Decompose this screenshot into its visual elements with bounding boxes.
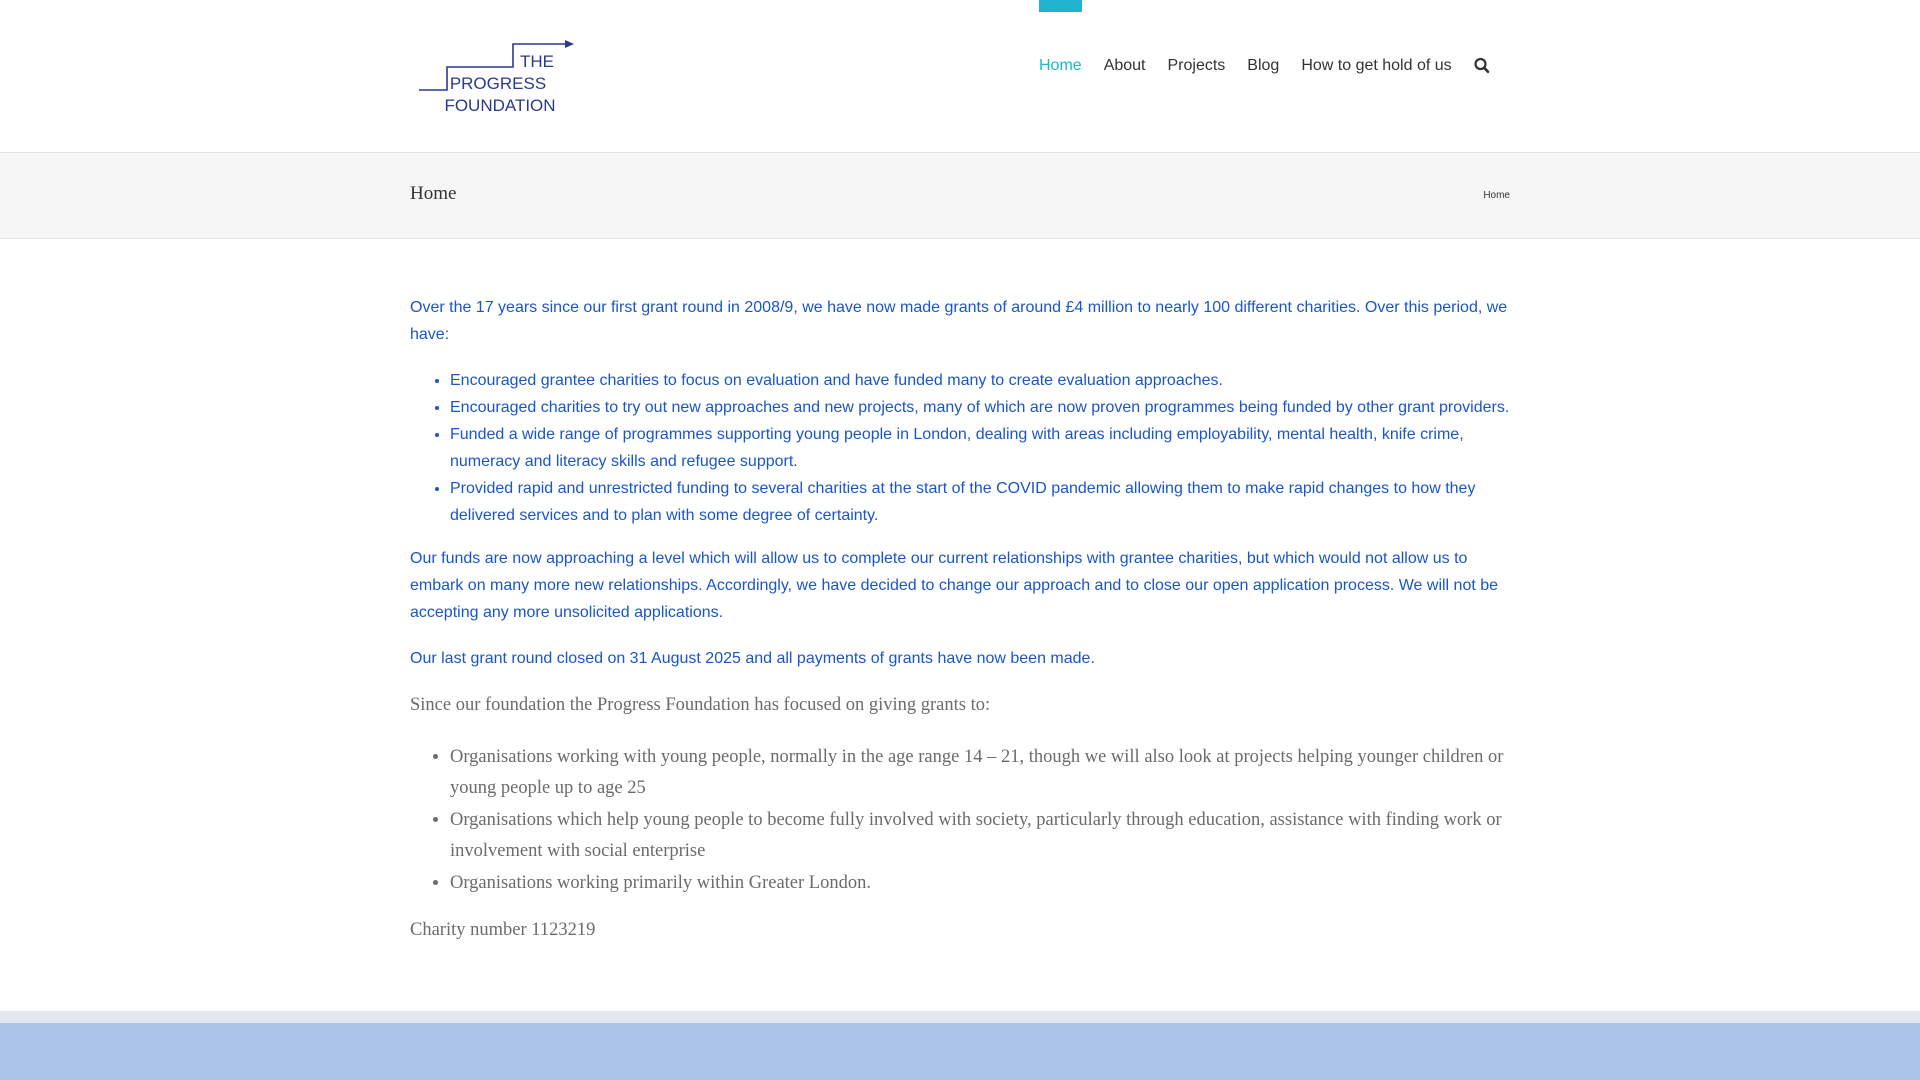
page-title: Home bbox=[410, 183, 457, 204]
charity-number: Charity number 1123219 bbox=[410, 920, 596, 940]
main-nav bbox=[1039, 0, 1474, 130]
achievements-list bbox=[410, 367, 1510, 529]
site-header bbox=[0, 0, 1920, 152]
list-item: • Organisations working with young people, normally in the age range 14 – 21, though we will also look at projects helping younger children or young people up to age 25 bbox=[450, 742, 1510, 805]
logo-line-3: FOUNDATION bbox=[444, 96, 556, 115]
list-item: • Encouraged grantee charities to focus on evaluation and have funded many to create evaluation approaches. bbox=[450, 367, 1510, 394]
logo-graphic bbox=[417, 38, 577, 116]
list-item: • Encouraged charities to try out new approaches and new projects, many of which are now proven programmes being funded by other grant providers. bbox=[450, 394, 1510, 421]
focus-intro: Since our foundation the Progress Foundation has focused on giving grants to: bbox=[410, 695, 991, 715]
search-button[interactable] bbox=[1473, 56, 1491, 76]
list-item: • Organisations working primarily within Greater London. bbox=[450, 868, 1510, 900]
list-item: • Funded a wide range of programmes supporting young people in London, dealing with areas including employability, mental health, knife crime, numeracy and literacy skills and refugee support. bbox=[450, 421, 1510, 475]
logo-line-2: PROGRESS bbox=[449, 74, 547, 93]
site-footer bbox=[0, 1023, 1920, 1080]
nav-item-home[interactable]: Home bbox=[1039, 0, 1082, 76]
focus-list bbox=[410, 742, 1510, 900]
nav-item-contact[interactable]: How to get hold of us bbox=[1301, 57, 1452, 74]
focus-block bbox=[410, 690, 1510, 947]
nav-item-projects[interactable]: Projects bbox=[1167, 57, 1226, 74]
logo[interactable] bbox=[417, 38, 577, 116]
announcement-block bbox=[410, 294, 1510, 672]
list-item: • Provided rapid and unrestricted funding to several charities at the start of the COVID pandemic allowing them to make rapid changes to how they delivered services and to plan with some degree of certainty. bbox=[450, 475, 1510, 529]
intro-paragraph: Over the 17 years since our first grant round in 2008/9, we have now made grants of around £4 million to nearly 100 different charities. Over this period, we have: bbox=[410, 299, 1508, 343]
main-content bbox=[410, 294, 1510, 947]
search-icon bbox=[1473, 56, 1491, 76]
list-item: • Organisations which help young people to become fully involved with society, particularly through education, assistance with finding work or involvement with social enterprise bbox=[450, 805, 1510, 868]
funds-paragraph: Our funds are now approaching a level which will allow us to complete our current relationships with grantee charities, but which would not allow us to embark on many more new relationships. Accordingly, we have decided to change our approach and to close our open application process. We will not be accepting any more unsolicited applications. bbox=[410, 550, 1499, 621]
logo-line-1: THE bbox=[520, 52, 554, 71]
footer-divider bbox=[0, 1011, 1920, 1023]
nav-item-about[interactable]: About bbox=[1103, 57, 1146, 74]
breadcrumb: Home bbox=[1483, 190, 1510, 201]
page-title-bar bbox=[0, 152, 1920, 239]
nav-item-blog[interactable]: Blog bbox=[1247, 57, 1280, 74]
last-round-paragraph: Our last grant round closed on 31 August 2025 and all payments of grants have now been made. bbox=[410, 650, 1095, 667]
